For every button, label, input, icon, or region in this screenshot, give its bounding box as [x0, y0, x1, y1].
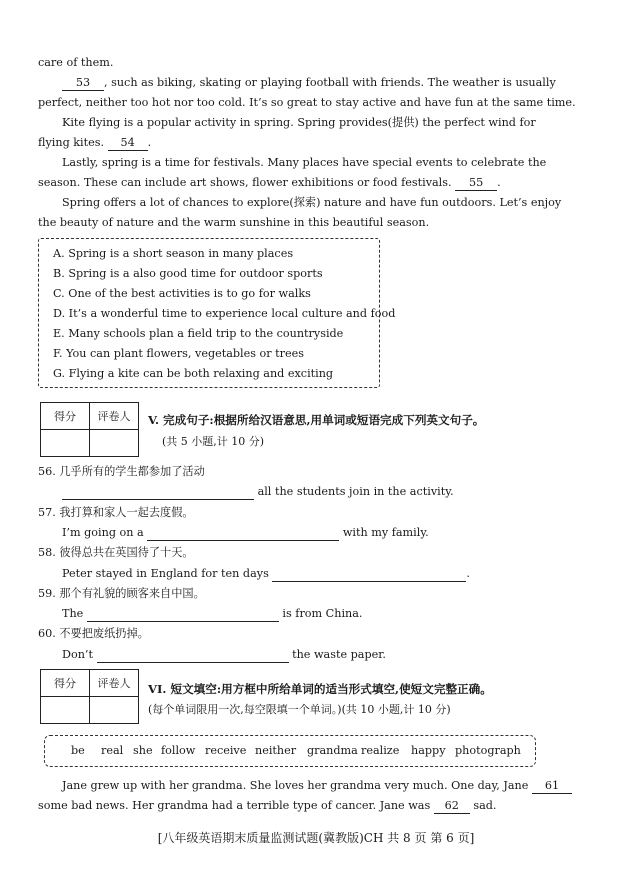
answer-59: The is from China. — [62, 607, 363, 620]
word-bank-item: follow — [161, 744, 196, 757]
option-b: B. Spring is a also good time for outdoor sports — [53, 267, 323, 280]
word-bank-box — [44, 735, 536, 767]
word-bank-item: be — [71, 744, 85, 757]
passage-line: 53 , such as biking, skating or playing football with friends. The weather is usually — [62, 76, 556, 91]
section-5-title: V. 完成句子:根据所给汉语意思,用单词或短语完成下列英文句子。 — [148, 413, 485, 427]
grader-cell[interactable] — [90, 430, 139, 457]
word-bank-item: receive — [205, 744, 247, 757]
option-e: E. Many schools plan a field trip to the countryside — [53, 327, 344, 340]
passage-line: Kite flying is a popular activity in spring. Spring provides(提供) the perfect wind for — [62, 116, 536, 129]
option-f: F. You can plant flowers, vegetables or trees — [53, 347, 305, 360]
answer-58: Peter stayed in England for ten days . — [62, 567, 470, 580]
blank-53[interactable]: 53 — [62, 76, 104, 91]
word-bank-item: grandma — [307, 744, 358, 757]
word-bank-item: realize — [361, 744, 400, 757]
grader-label: 评卷人 — [90, 403, 139, 430]
blank-62[interactable]: 62 — [434, 799, 470, 814]
passage-line: Jane grew up with her grandma. She loves her grandma very much. One day, Jane 61 — [62, 779, 572, 794]
passage-line: flying kites. 54 . — [38, 136, 152, 149]
question-58: 58. 彼得总共在英国待了十天。 — [38, 546, 194, 559]
grader-cell[interactable] — [90, 697, 139, 724]
page-footer: [八年级英语期末质量监测试题(冀教版)CH 共 8 页 第 6 页] — [157, 831, 475, 845]
score-label: 得分 — [41, 670, 90, 697]
score-table — [40, 669, 139, 724]
answer-56: all the students join in the activity. — [62, 485, 454, 500]
passage-line: care of them. — [38, 56, 114, 69]
option-d: D. It’s a wonderful time to experience local culture and food — [53, 307, 396, 320]
option-g: G. Flying a kite can be both relaxing and exciting — [53, 367, 334, 380]
question-59: 59. 那个有礼貌的顾客来自中国。 — [38, 587, 205, 600]
answer-57: I’m going on a with my family. — [62, 526, 429, 539]
word-bank-item: she — [133, 744, 153, 757]
passage-line: perfect, neither too hot nor too cold. It’s so great to stay active and have fun at the same time. — [38, 96, 576, 109]
options-box — [38, 238, 396, 388]
word-bank-item: real — [101, 744, 124, 757]
blank-60[interactable] — [97, 648, 289, 663]
answer-60: Don’t the waste paper. — [62, 648, 386, 661]
question-57: 57. 我打算和家人一起去度假。 — [38, 506, 194, 519]
question-60: 60. 不要把废纸扔掉。 — [38, 627, 149, 640]
grader-label: 评卷人 — [90, 670, 139, 697]
word-bank-item: neither — [255, 744, 297, 757]
passage-line: season. These can include art shows, flower exhibitions or food festivals. 55 . — [38, 176, 501, 189]
word-bank-item: photograph — [455, 744, 521, 757]
score-cell[interactable] — [41, 697, 90, 724]
passage-line: the beauty of nature and the warm sunshine in this beautiful season. — [38, 216, 430, 229]
blank-57[interactable] — [147, 526, 339, 541]
option-a: A. Spring is a short season in many places — [53, 247, 294, 260]
blank-59[interactable] — [87, 607, 279, 622]
passage-line: some bad news. Her grandma had a terrible type of cancer. Jane was 62 sad. — [38, 799, 497, 812]
section-5-subtitle: (共 5 小题,计 10 分) — [162, 435, 265, 448]
blank-54[interactable]: 54 — [108, 136, 148, 151]
blank-55[interactable]: 55 — [455, 176, 497, 191]
option-c: C. One of the best activities is to go for walks — [53, 287, 311, 300]
score-table — [40, 402, 139, 457]
section-6-subtitle: (每个单词限用一次,每空限填一个单词。)(共 10 小题,计 10 分) — [148, 703, 451, 716]
question-56: 56. 几乎所有的学生都参加了活动 — [38, 465, 205, 478]
blank-56[interactable] — [62, 485, 254, 500]
blank-58[interactable] — [272, 567, 466, 582]
score-cell[interactable] — [41, 430, 90, 457]
passage-line: Spring offers a lot of chances to explore(探索) nature and have fun outdoors. Let’s enjoy — [62, 196, 562, 209]
blank-61[interactable]: 61 — [532, 779, 572, 794]
passage-line: Lastly, spring is a time for festivals. Many places have special events to celebrate the — [62, 156, 547, 169]
word-bank-item: happy — [411, 744, 446, 757]
score-label: 得分 — [41, 403, 90, 430]
section-6-title: VI. 短文填空:用方框中所给单词的适当形式填空,使短文完整正确。 — [148, 682, 492, 696]
